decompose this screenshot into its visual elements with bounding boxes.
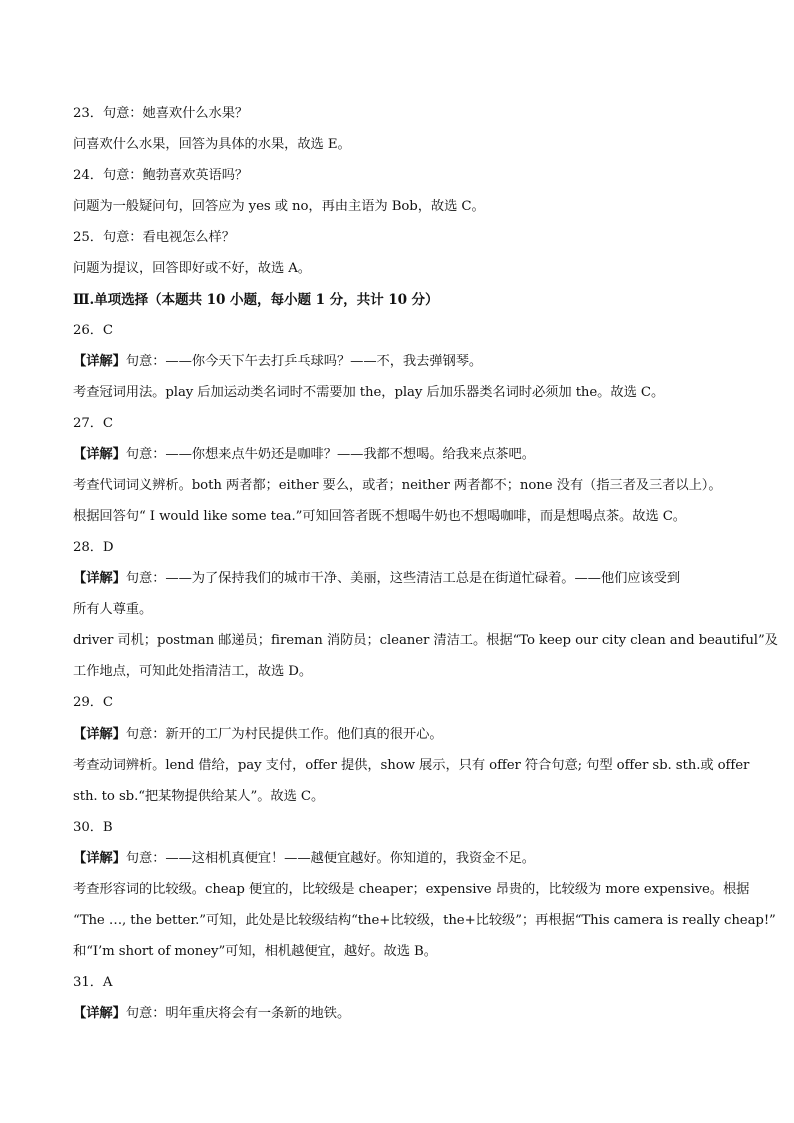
answer-30: 30．B <box>73 820 113 835</box>
answer-26-detail: 【详解】句意：——你今天下午去打乒乓球吗？——不，我去弹钢琴。 <box>73 354 483 369</box>
answer-28: 28．D <box>73 540 114 555</box>
answer-31: 31．A <box>73 975 113 990</box>
section-heading: Ⅲ.单项选择（本题共 10 小题，每小题 1 分，共计 10 分） <box>73 292 439 308</box>
answer-27-explanation-1: 考查代词词义辨析。both 两者都；either 要么，或者；neither 两者都不；none 没有（指三者及三者以上）。 <box>73 478 722 493</box>
answer-25-explanation: 问题为提议，回答即好或不好，故选 A。 <box>73 261 311 276</box>
detail-tag: 【详解】 <box>73 851 126 866</box>
answer-28-detail-cont: 所有人尊重。 <box>73 602 153 617</box>
answer-29-explanation-1: 考查动词辨析。lend 借给，pay 支付，offer 提供，show 展示，只有 offer 符合句意; 句型 offer sb. sth.或 offer <box>73 758 750 773</box>
detail-tag: 【详解】 <box>73 447 126 462</box>
detail-tag: 【详解】 <box>73 727 126 742</box>
answer-23-explanation: 问喜欢什么水果，回答为具体的水果，故选 E。 <box>73 137 351 152</box>
answer-25-question: 25．句意：看电视怎么样？ <box>73 230 235 245</box>
answer-27-detail: 【详解】句意：——你想来点牛奶还是咖啡？——我都不想喝。给我来点茶吧。 <box>73 447 535 462</box>
answer-30-explanation-1: 考查形容词的比较级。cheap 便宜的，比较级是 cheaper；expensive 昂贵的，比较级为 more expensive。根据 <box>73 882 750 897</box>
answer-26: 26．C <box>73 323 113 338</box>
answer-23-question: 23．句意：她喜欢什么水果？ <box>73 106 249 121</box>
answer-30-explanation-3: 和“I’m short of money”可知，相机越便宜，越好。故选 B。 <box>73 944 437 959</box>
answer-28-explanation-1: driver 司机；postman 邮递员；fireman 消防员；cleaner 清洁工。根据“To keep our city clean and beautiful”及 <box>73 633 778 648</box>
answer-31-detail: 【详解】句意：明年重庆将会有一条新的地铁。 <box>73 1006 351 1021</box>
detail-tag: 【详解】 <box>73 354 126 369</box>
answer-24-question: 24．句意：鲍勃喜欢英语吗？ <box>73 168 249 183</box>
answer-30-explanation-2: “The …, the better.”可知，此处是比较级结构“the+比较级，the+比较级”；再根据“This camera is really cheap!” <box>73 913 776 928</box>
answer-26-explanation: 考查冠词用法。play 后加运动类名词时不需要加 the，play 后加乐器类名词时必须加 the。故选 C。 <box>73 385 665 400</box>
answer-29: 29．C <box>73 695 113 710</box>
answer-29-detail: 【详解】句意：新开的工厂为村民提供工作。他们真的很开心。 <box>73 727 443 742</box>
answer-29-explanation-2: sth. to sb.“把某物提供给某人”。故选 C。 <box>73 789 325 804</box>
answer-30-detail: 【详解】句意：——这相机真便宜！——越便宜越好。你知道的，我资金不足。 <box>73 851 535 866</box>
answer-24-explanation: 问题为一般疑问句，回答应为 yes 或 no，再由主语为 Bob，故选 C。 <box>73 199 485 214</box>
detail-tag: 【详解】 <box>73 571 126 586</box>
detail-tag: 【详解】 <box>73 1006 126 1021</box>
answer-27: 27．C <box>73 416 113 431</box>
answer-27-explanation-2: 根据回答句“ I would like some tea.”可知回答者既不想喝牛奶也不想喝咖啡，而是想喝点茶。故选 C。 <box>73 509 686 524</box>
answer-28-explanation-2: 工作地点，可知此处指清洁工，故选 D。 <box>73 664 313 679</box>
answer-28-detail: 【详解】句意：——为了保持我们的城市干净、美丽，这些清洁工总是在街道忙碌着。——他们应该受到 <box>73 571 681 586</box>
